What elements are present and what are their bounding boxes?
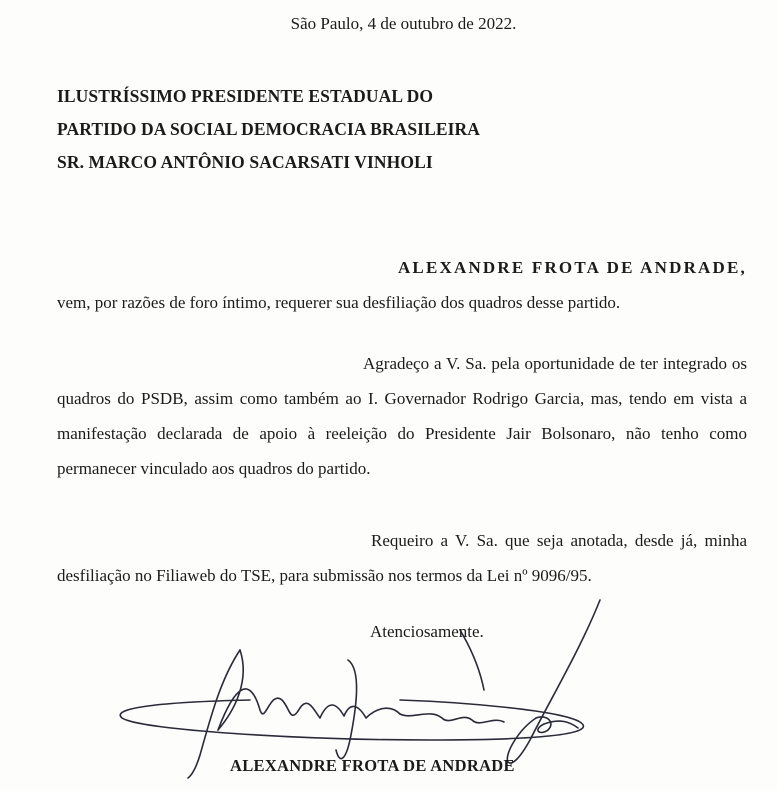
- addressee-line-2: PARTIDO DA SOCIAL DEMOCRACIA BRASILEIRA: [57, 119, 481, 139]
- paragraph-request-text: vem, por razões de foro íntimo, requerer sua desfiliação dos quadros desse partido.: [57, 293, 621, 312]
- paragraph-filiaweb: Requeiro a V. Sa. que seja anotada, desde já, minha desfiliação no Filiaweb do TSE, para submissão nos termos da Lei nº 9096/95.: [57, 531, 747, 585]
- addressee-block: [57, 80, 480, 179]
- paragraph-thanks: Agradeço a V. Sa. pela oportunidade de ter integrado os quadros do PSDB, assim como também ao I. Governador Rodrigo Garcia, mas, tendo em vista a manifestação declarada de apoio à reeleição do Presidente Jair Bolsonaro, não tenho como permanecer vinculado aos quadros do partido.: [57, 354, 747, 478]
- date-line: São Paulo, 4 de outubro de 2022.: [290, 14, 517, 33]
- paragraph-request: [57, 250, 747, 320]
- addressee-line-1: ILUSTRÍSSIMO PRESIDENTE ESTADUAL DO: [57, 86, 434, 106]
- signature-icon: [100, 590, 620, 780]
- signer-name: ALEXANDRE FROTA DE ANDRADE: [230, 756, 515, 775]
- closing-line: Atenciosamente.: [370, 622, 484, 641]
- sender-name: ALEXANDRE FROTA DE ANDRADE,: [397, 258, 747, 277]
- addressee-line-3: SR. MARCO ANTÔNIO SACARSATI VINHOLI: [57, 152, 433, 172]
